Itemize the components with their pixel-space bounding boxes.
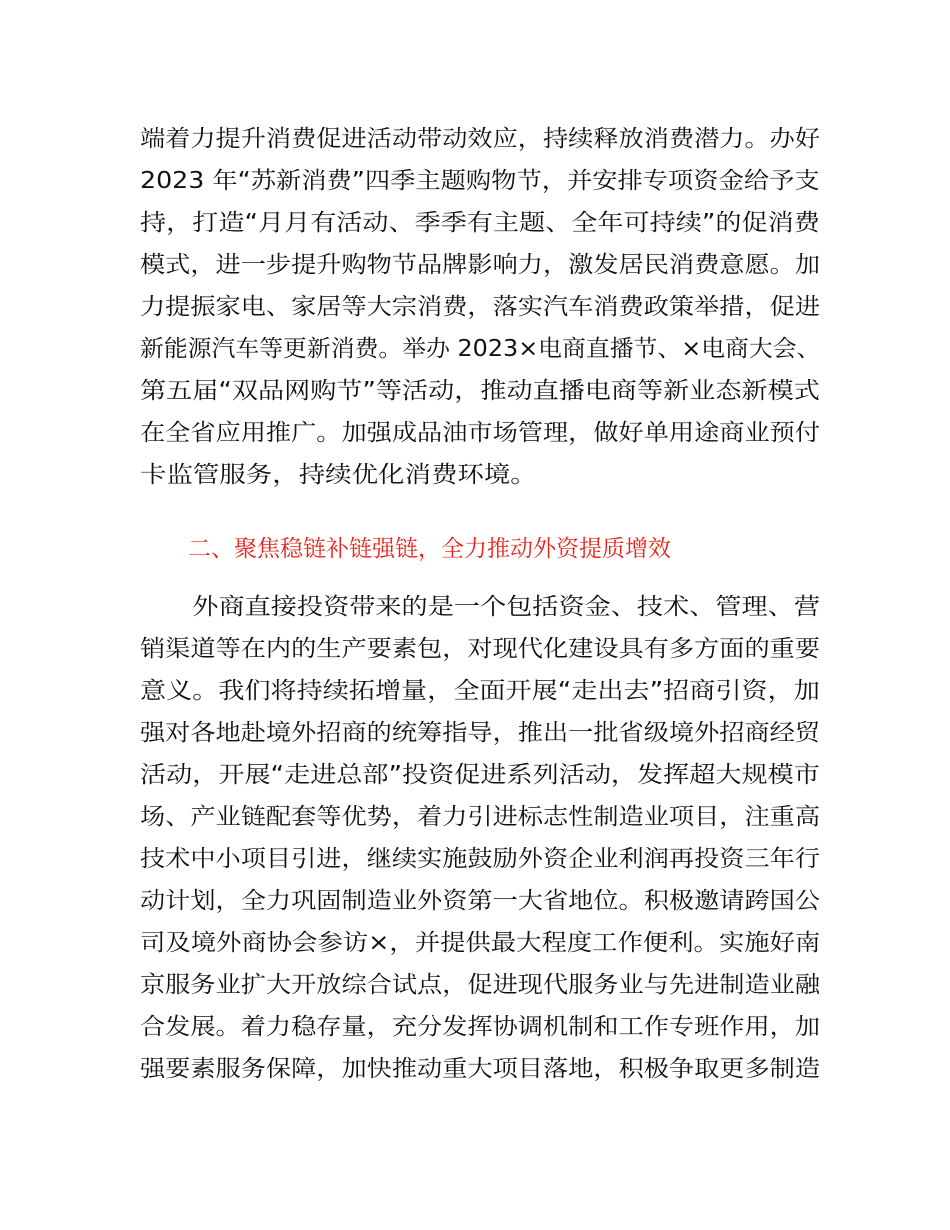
paragraph-line: 新能源汽车等更新消费。举办 2023×电商直播节、×电商大会、 bbox=[140, 336, 821, 362]
paragraph-line: 力提振家电、家居等大宗消费，落实汽车消费政策举措，促进 bbox=[140, 294, 820, 320]
paragraph-line: 模式，进一步提升购物节品牌影响力，激发居民消费意愿。加 bbox=[140, 252, 820, 278]
paragraph-line: 在全省应用推广。加强成品油市场管理，做好单用途商业预付 bbox=[140, 420, 820, 446]
section-heading: 二、聚焦稳链补链强链，全力推动外资提质增效 bbox=[188, 536, 671, 562]
paragraph-line: 外商直接投资带来的是一个包括资金、技术、管理、营 bbox=[140, 594, 820, 620]
paragraph-line: 持，打造“月月有活动、季季有主题、全年可持续”的促消费 bbox=[140, 210, 820, 236]
paragraph-line: 2023 年“苏新消费”四季主题购物节，并安排专项资金给予支 bbox=[140, 168, 820, 194]
paragraph-line: 京服务业扩大开放综合试点，促进现代服务业与先进制造业融 bbox=[140, 972, 820, 998]
paragraph-line: 场、产业链配套等优势，着力引进标志性制造业项目，注重高 bbox=[140, 804, 820, 830]
paragraph-line: 动计划，全力巩固制造业外资第一大省地位。积极邀请跨国公 bbox=[140, 888, 820, 914]
paragraph-line: 强要素服务保障，加快推动重大项目落地，积极争取更多制造 bbox=[140, 1056, 820, 1082]
paragraph-line: 意义。我们将持续拓增量，全面开展“走出去”招商引资，加 bbox=[140, 678, 820, 704]
paragraph-line: 强对各地赴境外招商的统筹指导，推出一批省级境外招商经贸 bbox=[140, 720, 820, 746]
paragraph-line: 技术中小项目引进，继续实施鼓励外资企业利润再投资三年行 bbox=[140, 846, 820, 872]
paragraph-line: 端着力提升消费促进活动带动效应，持续释放消费潜力。办好 bbox=[140, 126, 820, 152]
paragraph-line: 销渠道等在内的生产要素包，对现代化建设具有多方面的重要 bbox=[140, 636, 820, 662]
paragraph-line: 活动，开展“走进总部”投资促进系列活动，发挥超大规模市 bbox=[140, 762, 820, 788]
paragraph-line: 卡监管服务，持续优化消费环境。 bbox=[140, 462, 537, 488]
paragraph-line: 合发展。着力稳存量，充分发挥协调机制和工作专班作用，加 bbox=[140, 1014, 820, 1040]
paragraph-line: 第五届“双品网购节”等活动，推动直播电商等新业态新模式 bbox=[140, 378, 820, 404]
paragraph-line: 司及境外商协会参访×，并提供最大程度工作便利。实施好南 bbox=[140, 930, 821, 956]
